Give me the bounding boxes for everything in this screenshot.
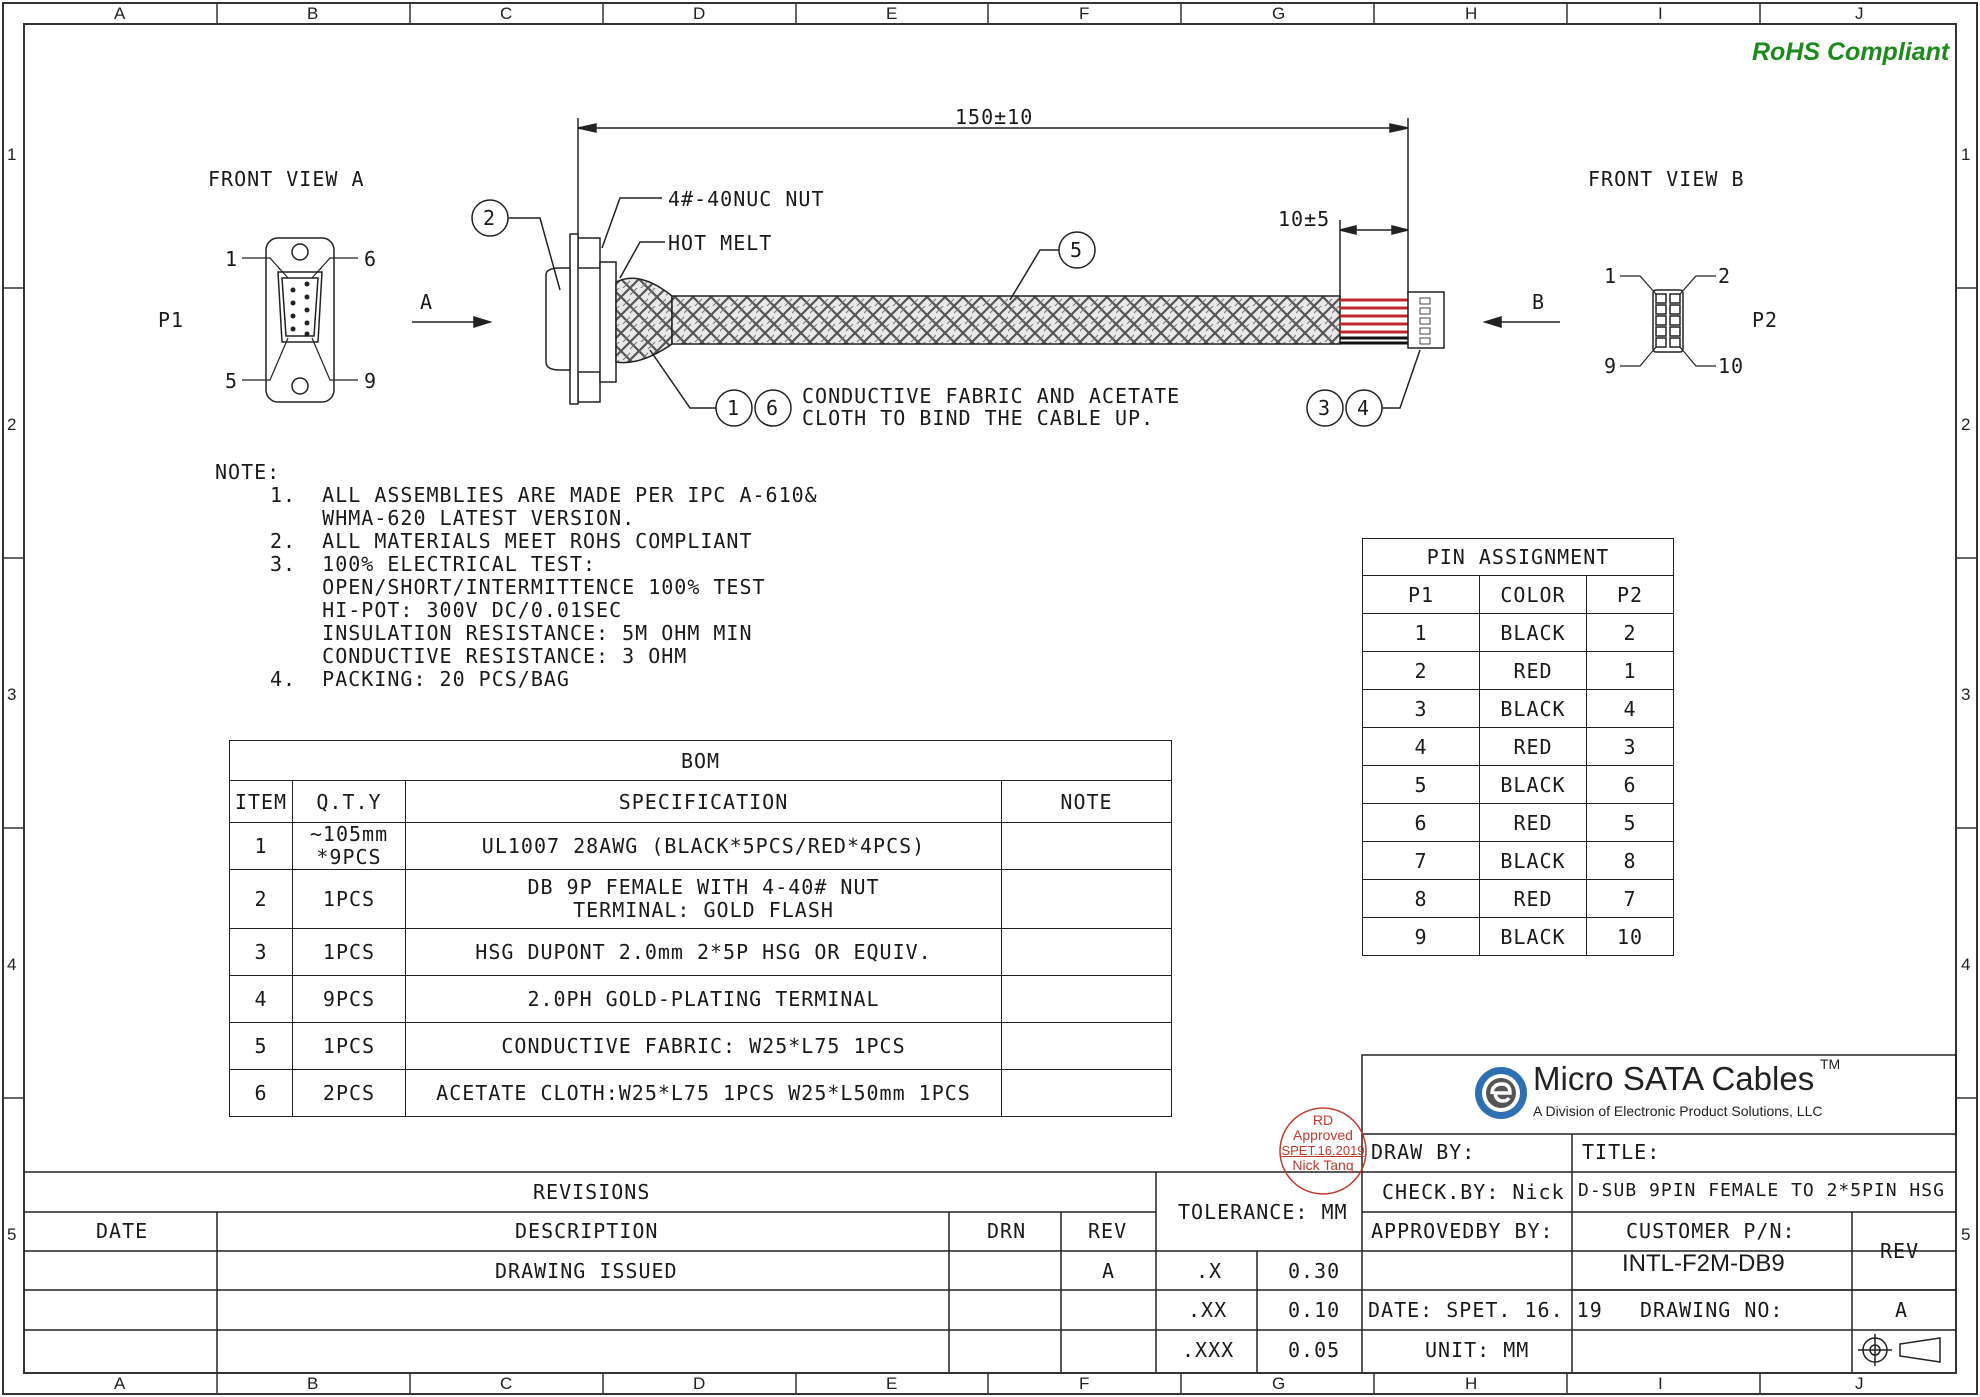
tolerance-key: .XXX bbox=[1182, 1338, 1235, 1362]
tolerance-key: .X bbox=[1196, 1259, 1223, 1283]
bom-item: 3 bbox=[230, 929, 293, 976]
bom-qty-line: ~105mm bbox=[309, 822, 389, 846]
title-label: TITLE: bbox=[1582, 1140, 1661, 1164]
view-arrow-b-label: B bbox=[1532, 290, 1546, 314]
revision-rev: A bbox=[1102, 1259, 1116, 1283]
pin-p1: 5 bbox=[1363, 766, 1480, 804]
pin-p1: 9 bbox=[1363, 918, 1480, 956]
p1-pin-label: 1 bbox=[225, 247, 239, 271]
pin-color: BLACK bbox=[1480, 842, 1587, 880]
front-view-a-label: FRONT VIEW A bbox=[208, 167, 365, 191]
grid-col-label: I bbox=[1658, 4, 1663, 23]
grid-col-label: C bbox=[500, 1374, 513, 1393]
grid-row-label: 2 bbox=[1961, 415, 1971, 434]
tolerance-value: 0.30 bbox=[1288, 1259, 1341, 1283]
length-dimension: 150±10 bbox=[955, 105, 1034, 129]
p2-pin-label: 2 bbox=[1718, 264, 1732, 288]
stamp-text bbox=[1278, 1113, 1368, 1173]
pin-header: P1 bbox=[1363, 576, 1480, 614]
p1-pin-label: 9 bbox=[364, 369, 378, 393]
notes-heading: NOTE: bbox=[215, 460, 281, 484]
pin-color: BLACK bbox=[1480, 614, 1587, 652]
bom-item: 6 bbox=[230, 1070, 293, 1117]
revision-description: DRAWING ISSUED bbox=[495, 1259, 678, 1283]
grid-col-label: B bbox=[307, 1374, 319, 1393]
note-line: INSULATION RESISTANCE: 5M OHM MIN bbox=[270, 621, 753, 645]
pin-p2: 10 bbox=[1587, 918, 1674, 956]
revisions-header-rev: REV bbox=[1088, 1219, 1128, 1243]
view-arrow-a-label: A bbox=[420, 290, 434, 314]
pin-p2: 6 bbox=[1587, 766, 1674, 804]
pin-p1: 2 bbox=[1363, 652, 1480, 690]
pin-color: BLACK bbox=[1480, 690, 1587, 728]
bom-qty: 9PCS bbox=[293, 976, 406, 1023]
p2-label: P2 bbox=[1752, 308, 1779, 332]
tolerance-label: TOLERANCE: MM bbox=[1178, 1200, 1348, 1224]
bom-item: 2 bbox=[230, 870, 293, 929]
stamp-line: Approved bbox=[1293, 1127, 1353, 1143]
grid-col-label: H bbox=[1465, 1374, 1478, 1393]
p2-pin-label: 1 bbox=[1604, 264, 1618, 288]
pin-table-title: PIN ASSIGNMENT bbox=[1363, 539, 1674, 576]
note-line: 3. 100% ELECTRICAL TEST: bbox=[270, 552, 597, 576]
note-line: OPEN/SHORT/INTERMITTENCE 100% TEST bbox=[270, 575, 766, 599]
pin-color: RED bbox=[1480, 728, 1587, 766]
bom-qty: 1PCS bbox=[293, 929, 406, 976]
fabric-callout-line2: CLOTH TO BIND THE CABLE UP. bbox=[802, 406, 1155, 430]
grid-col-label: B bbox=[307, 4, 319, 23]
rohs-compliant-label: RoHS Compliant bbox=[1752, 38, 1950, 66]
grid-col-label: D bbox=[693, 1374, 706, 1393]
bom-header: Q.T.Y bbox=[293, 781, 406, 823]
unit-label: UNIT: MM bbox=[1425, 1338, 1530, 1362]
pin-header: P2 bbox=[1587, 576, 1674, 614]
p2-pin-label: 10 bbox=[1718, 354, 1745, 378]
bom-qty: 2PCS bbox=[293, 1070, 406, 1117]
pin-p1: 1 bbox=[1363, 614, 1480, 652]
pin-p2: 3 bbox=[1587, 728, 1674, 766]
bom-item: 5 bbox=[230, 1023, 293, 1070]
balloon-2: 2 bbox=[483, 206, 497, 230]
bom-spec: HSG DUPONT 2.0mm 2*5P HSG OR EQUIV. bbox=[406, 929, 1002, 976]
grid-col-label: A bbox=[114, 1374, 126, 1393]
p1-pin-label: 6 bbox=[364, 247, 378, 271]
bom-item: 1 bbox=[230, 823, 293, 870]
grid-col-label: A bbox=[114, 4, 126, 23]
grid-col-label: G bbox=[1272, 4, 1286, 23]
note-line: CONDUCTIVE RESISTANCE: 3 OHM bbox=[270, 644, 688, 668]
grid-col-label: I bbox=[1658, 1374, 1663, 1393]
strip-dimension: 10±5 bbox=[1278, 207, 1331, 231]
bom-item: 4 bbox=[230, 976, 293, 1023]
revisions-header-description: DESCRIPTION bbox=[515, 1219, 659, 1243]
grid-row-label: 1 bbox=[7, 145, 17, 164]
hot-melt-callout: HOT MELT bbox=[668, 231, 773, 255]
pin-header: COLOR bbox=[1480, 576, 1587, 614]
bom-spec: ACETATE CLOTH:W25*L75 1PCS W25*L50mm 1PCS bbox=[406, 1070, 1002, 1117]
nut-callout: 4#-40NUC NUT bbox=[668, 187, 825, 211]
pin-p1: 8 bbox=[1363, 880, 1480, 918]
tolerance-value: 0.10 bbox=[1288, 1298, 1341, 1322]
pin-p2: 2 bbox=[1587, 614, 1674, 652]
grid-col-label: E bbox=[886, 1374, 898, 1393]
pin-p1: 7 bbox=[1363, 842, 1480, 880]
tolerance-value: 0.05 bbox=[1288, 1338, 1341, 1362]
grid-col-label: E bbox=[886, 4, 898, 23]
check-by: CHECK.BY: Nick bbox=[1382, 1180, 1565, 1204]
balloon-4: 4 bbox=[1357, 396, 1371, 420]
pin-color: RED bbox=[1480, 652, 1587, 690]
grid-col-label: J bbox=[1855, 4, 1864, 23]
pin-color: RED bbox=[1480, 804, 1587, 842]
revisions-header-date: DATE bbox=[96, 1219, 149, 1243]
customer-pn-label: CUSTOMER P/N: bbox=[1626, 1219, 1796, 1243]
note-line: WHMA-620 LATEST VERSION. bbox=[270, 506, 636, 530]
pin-p1: 6 bbox=[1363, 804, 1480, 842]
p1-pin-label: 5 bbox=[225, 369, 239, 393]
grid-row-label: 3 bbox=[1961, 685, 1971, 704]
revisions-title: REVISIONS bbox=[533, 1180, 651, 1204]
grid-row-label: 4 bbox=[1961, 955, 1971, 974]
pin-p2: 7 bbox=[1587, 880, 1674, 918]
bom-header: ITEM bbox=[230, 781, 293, 823]
bom-spec-line: TERMINAL: GOLD FLASH bbox=[573, 898, 834, 922]
balloon-1: 1 bbox=[727, 396, 741, 420]
pin-color: RED bbox=[1480, 880, 1587, 918]
bom-spec: UL1007 28AWG (BLACK*5PCS/RED*4PCS) bbox=[406, 823, 1002, 870]
note-line: HI-POT: 300V DC/0.01SEC bbox=[270, 598, 623, 622]
revisions-header-drn: DRN bbox=[987, 1219, 1027, 1243]
grid-col-label: F bbox=[1079, 4, 1090, 23]
pin-color: BLACK bbox=[1480, 918, 1587, 956]
p1-label: P1 bbox=[158, 308, 185, 332]
bom-title: BOM bbox=[230, 741, 1172, 781]
grid-col-label: H bbox=[1465, 4, 1478, 23]
grid-row-label: 5 bbox=[7, 1225, 17, 1244]
grid-col-label: C bbox=[500, 4, 513, 23]
p2-pin-label: 9 bbox=[1604, 354, 1618, 378]
rev-label: REV bbox=[1880, 1239, 1920, 1263]
grid-row-label: 4 bbox=[7, 955, 17, 974]
bom-spec: CONDUCTIVE FABRIC: W25*L75 1PCS bbox=[406, 1023, 1002, 1070]
balloon-5: 5 bbox=[1070, 238, 1084, 262]
pin-p1: 3 bbox=[1363, 690, 1480, 728]
drawing-date: DATE: SPET. 16. 19 bbox=[1368, 1298, 1603, 1322]
grid-row-label: 1 bbox=[1961, 145, 1971, 164]
grid-col-label: D bbox=[693, 4, 706, 23]
drawing-title: D-SUB 9PIN FEMALE TO 2*5PIN HSG bbox=[1578, 1180, 1945, 1201]
customer-pn: INTL-F2M-DB9 bbox=[1622, 1250, 1785, 1277]
grid-col-label: F bbox=[1079, 1374, 1090, 1393]
note-line: 2. ALL MATERIALS MEET ROHS COMPLIANT bbox=[270, 529, 753, 553]
tolerance-key: .XX bbox=[1188, 1298, 1228, 1322]
fabric-callout-line1: CONDUCTIVE FABRIC AND ACETATE bbox=[802, 384, 1181, 408]
note-line: 1. ALL ASSEMBLIES ARE MADE PER IPC A-610& bbox=[270, 483, 818, 507]
front-view-b-label: FRONT VIEW B bbox=[1588, 167, 1745, 191]
approved-by-label: APPROVEDBY BY: bbox=[1371, 1219, 1554, 1243]
bom-qty-line: *9PCS bbox=[316, 845, 382, 869]
stamp-line: Nick Tang bbox=[1292, 1157, 1354, 1173]
note-line: 4. PACKING: 20 PCS/BAG bbox=[270, 667, 570, 691]
company-name: Micro SATA Cables bbox=[1533, 1060, 1815, 1097]
bom-qty: 1PCS bbox=[293, 1023, 406, 1070]
trademark: TM bbox=[1820, 1056, 1841, 1072]
grid-row-label: 2 bbox=[7, 415, 17, 434]
bom-qty: 1PCS bbox=[293, 870, 406, 929]
bom-spec: 2.0PH GOLD-PLATING TERMINAL bbox=[406, 976, 1002, 1023]
pin-p1: 4 bbox=[1363, 728, 1480, 766]
stamp-line: RD bbox=[1312, 1112, 1334, 1128]
pin-p2: 5 bbox=[1587, 804, 1674, 842]
balloon-6: 6 bbox=[766, 396, 780, 420]
bom-header: SPECIFICATION bbox=[406, 781, 1002, 823]
bom-header: NOTE bbox=[1002, 781, 1172, 823]
bom-spec-line: DB 9P FEMALE WITH 4-40# NUT bbox=[527, 875, 880, 899]
pin-p2: 1 bbox=[1587, 652, 1674, 690]
pin-color: BLACK bbox=[1480, 766, 1587, 804]
grid-col-label: G bbox=[1272, 1374, 1286, 1393]
pin-p2: 8 bbox=[1587, 842, 1674, 880]
rev-value: A bbox=[1895, 1298, 1909, 1322]
grid-row-label: 5 bbox=[1961, 1225, 1971, 1244]
grid-col-label: J bbox=[1855, 1374, 1864, 1393]
balloon-3: 3 bbox=[1318, 396, 1332, 420]
grid-row-label: 3 bbox=[7, 685, 17, 704]
company-logo-icon bbox=[1472, 1064, 1530, 1122]
company-subtitle: A Division of Electronic Product Solutions, LLC bbox=[1533, 1103, 1823, 1119]
pin-p2: 4 bbox=[1587, 690, 1674, 728]
stamp-line: SPET.16.2019 bbox=[1281, 1143, 1365, 1158]
drawing-no-label: DRAWING NO: bbox=[1640, 1298, 1784, 1322]
draw-by-label: DRAW BY: bbox=[1371, 1140, 1476, 1164]
